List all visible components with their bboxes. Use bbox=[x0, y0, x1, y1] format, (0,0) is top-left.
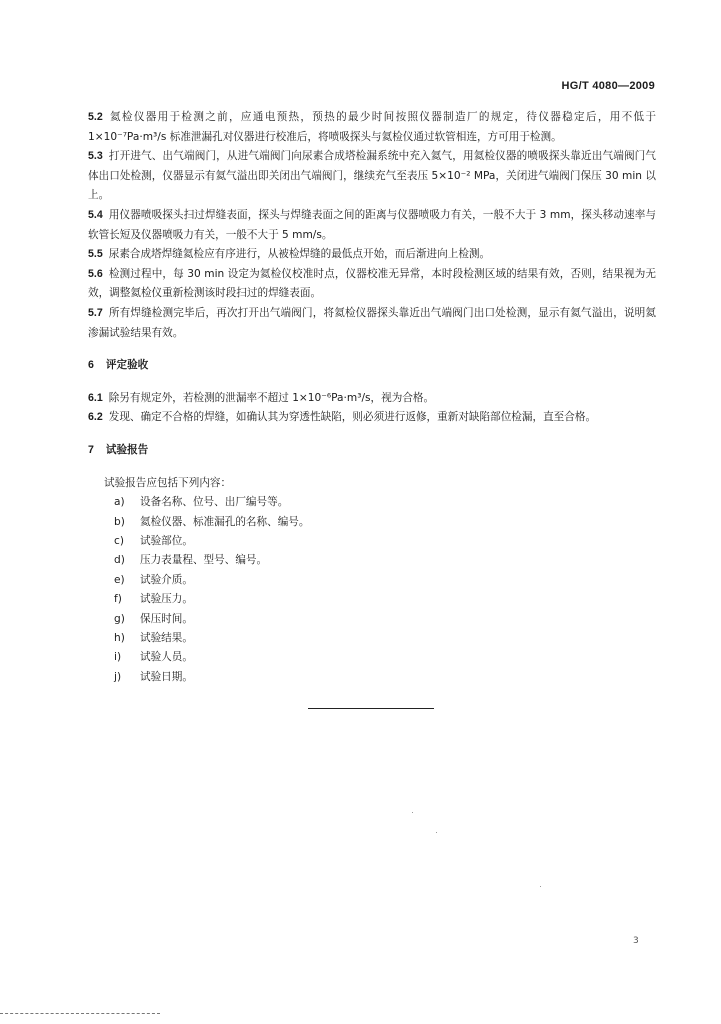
clause-text: 氦检仪器用于检测之前，应通电预热，预热的最少时间按照仪器制造厂的规定，待仪器稳定后，用不低于 1×10⁻⁷Pa·m³/s 标准泄漏孔对仪器进行校准后，将喷吸探头与氦检仪通过软管相连，方可用于检测。 bbox=[88, 111, 656, 143]
clause-5-7 bbox=[88, 304, 656, 343]
clause-number: 5.3 bbox=[88, 150, 103, 163]
clause-text: 发现、确定不合格的焊缝，如确认其为穿透性缺陷，则必须进行返修，重新对缺陷部位检漏，直至合格。 bbox=[108, 411, 597, 424]
standard-number: HG/T 4080—2009 bbox=[561, 80, 655, 92]
section-7-heading bbox=[88, 441, 656, 461]
clause-number: 5.6 bbox=[88, 267, 103, 280]
page-number: 3 bbox=[633, 936, 639, 946]
scan-speck bbox=[412, 812, 413, 813]
clause-6-1 bbox=[88, 389, 656, 409]
list-text: 压力表量程、型号、编号。 bbox=[140, 554, 268, 567]
list-marker: f) bbox=[114, 593, 122, 606]
list-item bbox=[88, 551, 656, 570]
list-text: 试验介质。 bbox=[140, 573, 193, 586]
clause-6-2 bbox=[88, 408, 656, 428]
clause-text: 尿素合成塔焊缝氦检应有序进行，从被检焊缝的最低点开始，而后渐进向上检测。 bbox=[108, 248, 491, 261]
list-marker: h) bbox=[114, 631, 125, 644]
list-item bbox=[88, 668, 656, 687]
section-title: 评定验收 bbox=[105, 359, 149, 372]
list-marker: d) bbox=[114, 554, 125, 567]
list-marker: e) bbox=[114, 573, 125, 586]
clause-number: 5.2 bbox=[88, 111, 103, 123]
clause-text: 除另有规定外，若检测的泄漏率不超过 1×10⁻⁶Pa·m³/s，视为合格。 bbox=[108, 391, 435, 404]
document-body bbox=[88, 108, 656, 687]
list-text: 氦检仪器、标准漏孔的名称、编号。 bbox=[140, 515, 310, 528]
clause-text: 检测过程中，每 30 min 设定为氦检仪校准时点，仪器校准无异常，本时段检测区域的结果有效，否则，结果视为无效，调整氦检仪重新检测该时段扫过的焊缝表面。 bbox=[88, 267, 656, 300]
clause-5-5 bbox=[88, 245, 656, 265]
list-text: 试验人员。 bbox=[140, 651, 193, 664]
clause-5-3 bbox=[88, 147, 656, 206]
report-intro: 试验报告应包括下列内容： bbox=[104, 476, 232, 489]
clause-number: 6.2 bbox=[88, 411, 103, 424]
clause-number: 5.5 bbox=[88, 248, 103, 261]
section-number: 7 bbox=[88, 443, 94, 456]
clause-5-2 bbox=[88, 108, 656, 147]
list-text: 试验结果。 bbox=[140, 631, 193, 644]
list-text: 试验日期。 bbox=[140, 670, 193, 683]
list-item bbox=[88, 590, 656, 609]
list-marker: a) bbox=[114, 496, 125, 509]
section-title: 试验报告 bbox=[105, 443, 149, 456]
list-marker: i) bbox=[114, 651, 122, 664]
end-of-document-rule bbox=[308, 708, 434, 709]
section-6-heading bbox=[88, 356, 656, 376]
list-marker: b) bbox=[114, 515, 125, 528]
clause-number: 6.1 bbox=[88, 391, 103, 404]
report-items-list bbox=[88, 493, 656, 687]
clause-text: 打开进气、出气端阀门，从进气端阀门向尿素合成塔检漏系统中充入氦气，用氦检仪器的喷吸探头靠近出气端阀门气体出口处检测，仪器显示有氦气溢出即关闭出气端阀门，继续充气至表压 5×10⁻² MPa，关闭进气端阀门保压 30 min 以上。 bbox=[88, 150, 656, 202]
clause-text: 用仪器喷吸探头扫过焊缝表面，探头与焊缝表面之间的距离与仪器喷吸力有关，一般不大于 3 mm，探头移动速率与软管长短及仪器喷吸力有关，一般不大于 5 mm/s。 bbox=[88, 208, 656, 241]
list-marker: c) bbox=[114, 534, 124, 547]
list-text: 试验部位。 bbox=[140, 534, 193, 547]
scan-artifact-line bbox=[0, 1013, 160, 1014]
scan-speck bbox=[540, 886, 541, 887]
list-marker: j) bbox=[114, 670, 122, 683]
list-item bbox=[88, 513, 656, 532]
list-text: 试验压力。 bbox=[140, 593, 193, 606]
list-item bbox=[88, 493, 656, 512]
list-marker: g) bbox=[114, 612, 125, 625]
clause-5-6 bbox=[88, 265, 656, 304]
clause-5-4 bbox=[88, 206, 656, 245]
list-item bbox=[88, 610, 656, 629]
clause-text: 所有焊缝检测完毕后，再次打开出气端阀门，将氦检仪器探头靠近出气端阀门出口处检测，显示有氦气溢出，说明氦渗漏试验结果有效。 bbox=[88, 306, 656, 339]
list-item bbox=[88, 648, 656, 667]
list-item bbox=[88, 532, 656, 551]
section-number: 6 bbox=[88, 359, 94, 372]
clause-number: 5.4 bbox=[88, 208, 103, 221]
list-text: 设备名称、位号、出厂编号等。 bbox=[140, 496, 289, 509]
clause-number: 5.7 bbox=[88, 306, 103, 319]
list-item bbox=[88, 571, 656, 590]
list-item bbox=[88, 629, 656, 648]
scan-speck bbox=[436, 832, 437, 833]
list-text: 保压时间。 bbox=[140, 612, 193, 625]
